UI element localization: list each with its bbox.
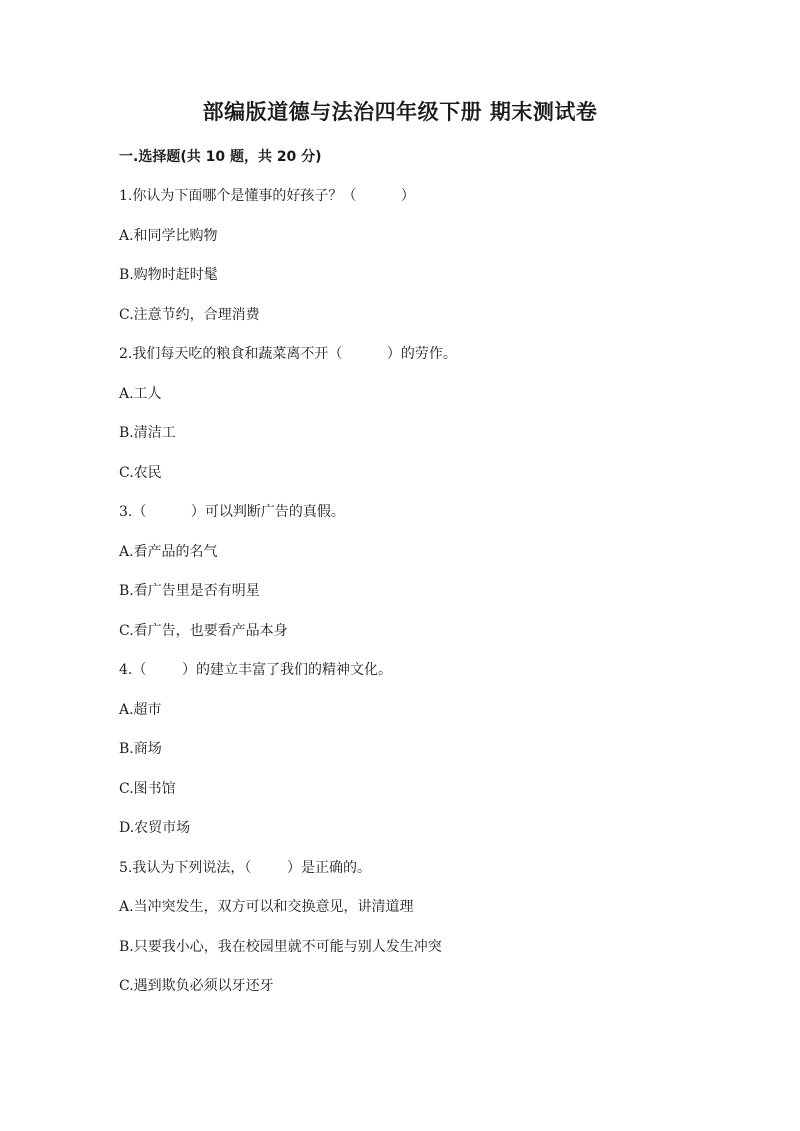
answer-option: C.遇到欺负必须以牙还牙	[119, 978, 274, 994]
answer-option: B.清洁工	[119, 425, 176, 441]
answer-option: B.购物时赶时髦	[119, 267, 218, 283]
question-stem: 2.我们每天吃的粮食和蔬菜离不开（ ）的劳作。	[119, 346, 457, 362]
question-list	[119, 185, 719, 1015]
question-stem: 3.（ ）可以判断广告的真假。	[119, 504, 345, 520]
question-stem: 1.你认为下面哪个是懂事的好孩子？（ ）	[119, 188, 415, 204]
answer-option: A.当冲突发生，双方可以和交换意见，讲清道理	[119, 899, 414, 915]
answer-option: A.和同学比购物	[119, 227, 218, 244]
answer-option: B.看广告里是否有明星	[119, 583, 260, 599]
answer-option: D.农贸市场	[119, 820, 191, 836]
answer-option: B.商场	[119, 741, 162, 757]
answer-option: C.农民	[119, 464, 162, 481]
answer-option: C.图书馆	[119, 780, 176, 797]
answer-option: A.工人	[119, 385, 162, 402]
answer-option: C.注意节约，合理消费	[119, 306, 260, 323]
answer-option: B.只要我小心，我在校园里就不可能与别人发生冲突	[119, 938, 442, 955]
answer-option: A.看产品的名气	[119, 543, 218, 560]
question-stem: 4.（ ）的建立丰富了我们的精神文化。	[119, 662, 392, 678]
answer-option: A.超市	[119, 701, 162, 718]
question-stem: 5.我认为下列说法，（ ）是正确的。	[119, 859, 371, 876]
section-heading: 一.选择题(共 10 题，共 20 分)	[119, 149, 322, 165]
page-title: 部编版道德与法治四年级下册 期末测试卷	[202, 99, 598, 124]
answer-option: C.看广告，也要看产品本身	[119, 622, 288, 639]
